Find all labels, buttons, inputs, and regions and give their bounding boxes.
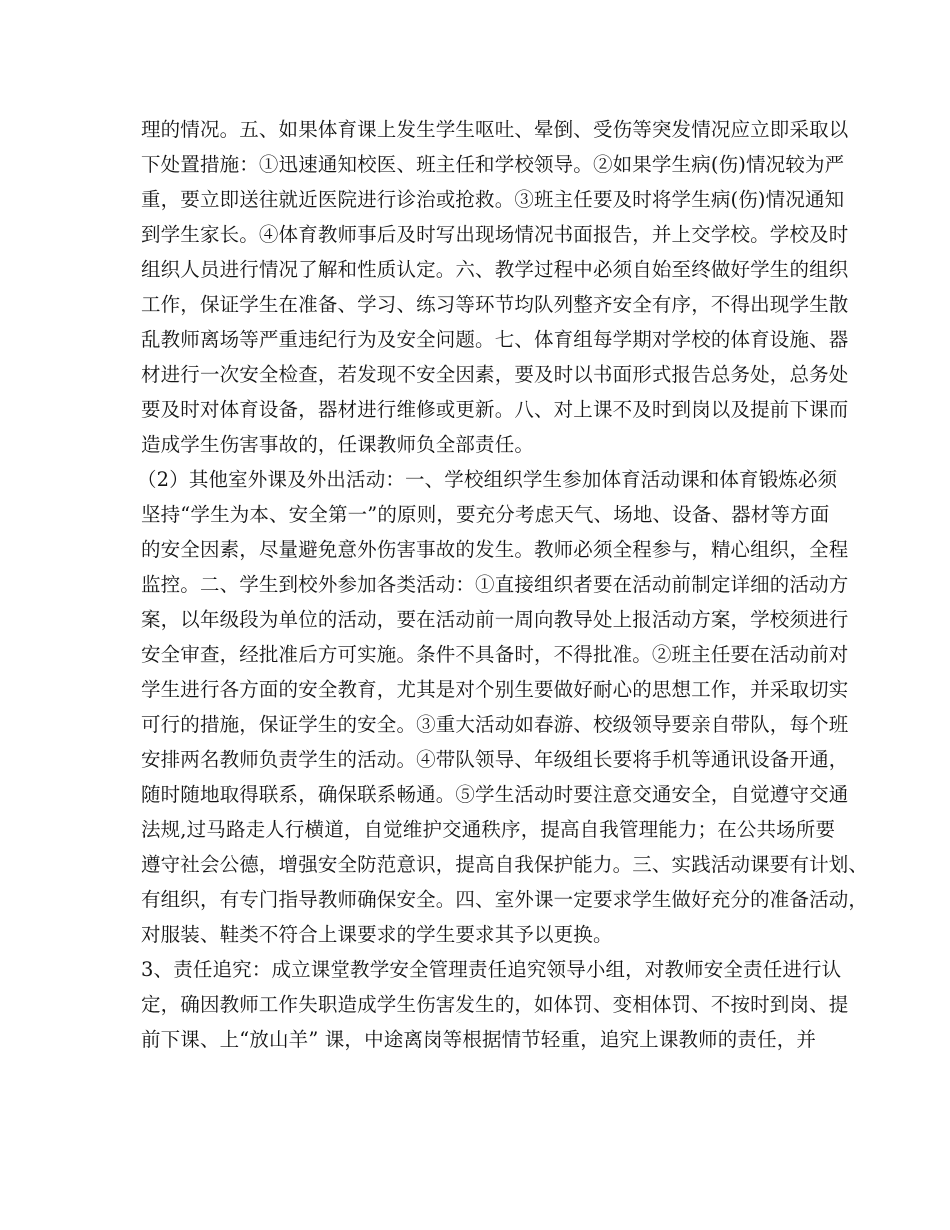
text-line: 案，以年级段为单位的活动，要在活动前一周向教导处上报活动方案，学校须进行	[141, 608, 849, 631]
text-line: 遵守社会公德，增强安全防范意识，提高自我保护能力。三、实践活动课要有计划、	[141, 853, 869, 876]
text-line: 要及时对体育设备，器材进行维修或更新。八、对上课不及时到岗以及提前下课而	[141, 398, 849, 421]
text-line: 3、责任追究：成立课堂教学安全管理责任追究领导小组，对教师安全责任进行认	[141, 958, 842, 981]
text-line: 到学生家长。④体育教师事后及时写出现场情况书面报告，并上交学校。学校及时	[141, 223, 849, 246]
text-line: 定，确因教师工作失职造成学生伤害发生的，如体罚、变相体罚、不按时到岗、提	[141, 993, 849, 1016]
text-line: 法规,过马路走人行横道，自觉维护交通秩序，提高自我管理能力；在公共场所要	[141, 818, 836, 841]
text-line: 坚持“学生为本、安全第一”的原则，要充分考虑天气、场地、设备、器材等方面	[141, 503, 830, 526]
text-line: 材进行一次安全检查，若发现不安全因素，要及时以书面形式报告总务处，总务处	[141, 363, 849, 386]
text-line: 乱教师离场等严重违纪行为及安全问题。七、体育组每学期对学校的体育设施、器	[141, 328, 849, 351]
text-line: 下处置措施：①迅速通知校医、班主任和学校领导。②如果学生病(伤)情况较为严	[141, 153, 845, 176]
text-line: （2）其他室外课及外出活动：一、学校组织学生参加体育活动课和体育锻炼必须	[137, 468, 838, 491]
text-line: 工作，保证学生在准备、学习、练习等环节均队列整齐安全有序，不得出现学生散	[141, 293, 849, 316]
text-line: 造成学生伤害事故的，任课教师负全部责任。	[141, 433, 535, 456]
text-line: 有组织，有专门指导教师确保安全。四、室外课一定要求学生做好充分的准备活动，	[141, 888, 869, 911]
text-line: 安全审查，经批准后方可实施。条件不具备时，不得批准。②班主任要在活动前对	[141, 643, 849, 666]
text-line: 监控。二、学生到校外参加各类活动：①直接组织者要在活动前制定详细的活动方	[141, 573, 849, 596]
text-line: 随时随地取得联系，确保联系畅通。⑤学生活动时要注意交通安全，自觉遵守交通	[141, 783, 849, 806]
text-line: 理的情况。五、如果体育课上发生学生呕吐、晕倒、受伤等突发情况应立即采取以	[141, 118, 849, 141]
text-line: 重，要立即送往就近医院进行诊治或抢救。③班主任要及时将学生病(伤)情况通知	[141, 188, 845, 211]
text-line: 组织人员进行情况了解和性质认定。六、教学过程中必须自始至终做好学生的组织	[141, 258, 849, 281]
text-line: 对服装、鞋类不符合上课要求的学生要求其予以更换。	[141, 923, 613, 946]
text-line: 的安全因素，尽量避免意外伤害事故的发生。教师必须全程参与，精心组织，全程	[141, 538, 849, 561]
text-line: 可行的措施，保证学生的安全。③重大活动如春游、校级领导要亲自带队，每个班	[141, 713, 849, 736]
text-line: 安排两名教师负责学生的活动。④带队领导、年级组长要将手机等通讯设备开通，	[141, 748, 849, 771]
text-line: 前下课、上“放山羊” 课，中途离岗等根据情节轻重，追究上课教师的责任，并	[141, 1028, 817, 1051]
text-line: 学生进行各方面的安全教育，尤其是对个别生要做好耐心的思想工作，并采取切实	[141, 678, 849, 701]
